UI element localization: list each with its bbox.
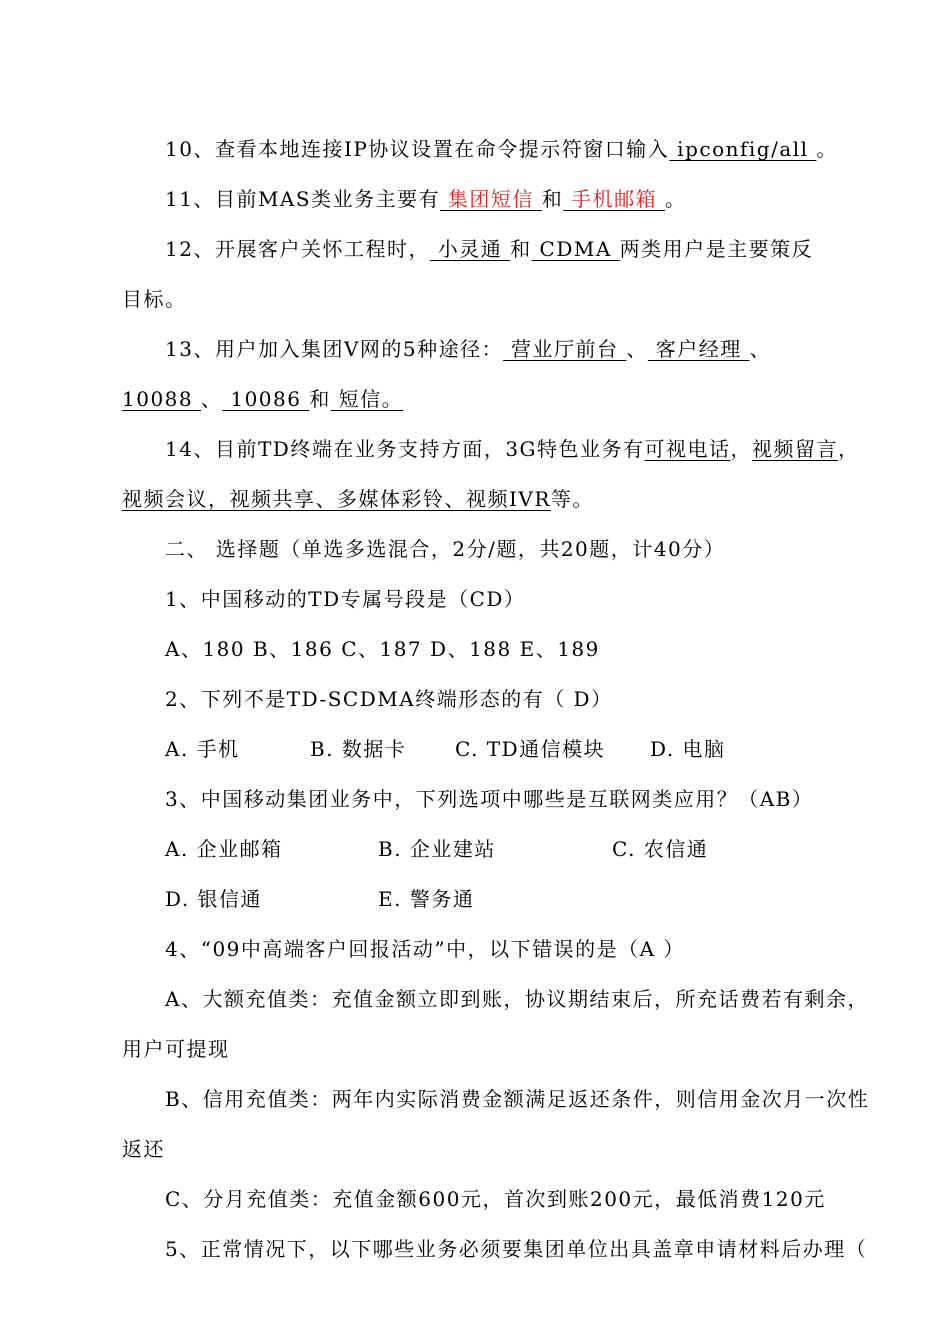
choice-question-1: 1、中国移动的TD专属号段是（CD） <box>165 587 526 611</box>
answer-blank: 营业厅前台 <box>503 337 627 361</box>
punctuation: 、 <box>200 387 223 411</box>
choice-question-4-option-b: B、信用充值类：两年内实际消费金额满足返还条件，则信用金次月一次性 <box>165 1087 870 1111</box>
answer-blank: ipconfig/all <box>669 137 817 161</box>
fill-question-10 <box>165 136 838 162</box>
fill-question-14 <box>165 436 860 462</box>
connector-text: 和 <box>309 387 331 411</box>
fill-question-12 <box>165 236 813 262</box>
answer-blank: CDMA <box>531 237 620 261</box>
choice-question-4-option-c: C、分月充值类：充值金额600元，首次到账200元，最低消费120元 <box>165 1187 826 1211</box>
choice-question-4: 4、“09中高端客户回报活动”中，以下错误的是（A ） <box>165 937 685 961</box>
option-c: C. TD通信模块 <box>455 737 606 761</box>
fill-question-14-cont <box>122 486 594 512</box>
fill-question-13 <box>165 336 771 362</box>
question-text: 等。 <box>550 487 594 511</box>
punctuation: ， <box>838 437 860 461</box>
punctuation: 、 <box>749 337 772 361</box>
option-e: E. 警务通 <box>378 887 475 911</box>
option-b: B. 数据卡 <box>310 737 407 761</box>
section-heading: 二、 选择题（单选多选混合，2分/题，共20题，计40分） <box>165 537 726 561</box>
option-d: D. 电脑 <box>650 737 726 761</box>
question-text: 两类用户是主要策反 <box>619 237 814 261</box>
connector-text: 和 <box>541 187 564 211</box>
fill-question-13-cont <box>122 386 403 412</box>
question-text: 13、用户加入集团V网的5种途径： <box>165 337 504 361</box>
choice-question-4-option-a-cont: 用户可提现 <box>122 1037 230 1061</box>
answer-blank: 可视电话 <box>644 437 731 461</box>
question-text: 10、查看本地连接IP协议设置在命令提示符窗口输入 <box>165 137 670 161</box>
punctuation: 。 <box>665 187 687 211</box>
option-a: A. 手机 <box>165 737 240 761</box>
punctuation: 、 <box>626 337 648 361</box>
choice-question-3: 3、中国移动集团业务中，下列选项中哪些是互联网类应用？（AB） <box>165 787 814 811</box>
option-b: B. 企业建站 <box>378 837 496 861</box>
option-d: D. 银信通 <box>165 887 263 911</box>
option-c: C. 农信通 <box>612 837 709 861</box>
question-text: 12、开展客户关怀工程时， <box>165 237 430 261</box>
answer-blank: 视频留言 <box>752 437 839 461</box>
choice-question-4-option-a: A、大额充值类：充值金额立即到账，协议期结束后，所充话费若有剩余， <box>165 987 869 1011</box>
choice-question-1-options: A、180 B、186 C、187 D、188 E、189 <box>165 637 600 661</box>
question-text: 11、目前MAS类业务主要有 <box>165 187 441 211</box>
answer-blank: 视频会议，视频共享、多媒体彩铃、视频IVR <box>122 487 551 511</box>
answer-blank: 客户经理 <box>647 337 750 361</box>
connector-text: 和 <box>510 237 532 261</box>
fill-question-12-cont: 目标。 <box>122 287 187 311</box>
answer-blank: 手机邮箱 <box>563 187 666 211</box>
answer-blank: 小灵通 <box>429 237 511 261</box>
fill-question-11 <box>165 186 687 212</box>
answer-blank: 10088 <box>122 387 201 411</box>
punctuation: ， <box>730 437 753 461</box>
question-text: 14、目前TD终端在业务支持方面，3G特色业务有 <box>165 437 645 461</box>
punctuation: 。 <box>816 137 838 161</box>
answer-blank: 短信。 <box>330 387 404 411</box>
answer-blank: 10086 <box>222 387 310 411</box>
choice-question-4-option-b-cont: 返还 <box>122 1137 165 1161</box>
answer-blank: 集团短信 <box>440 187 542 211</box>
option-a: A. 企业邮箱 <box>165 837 283 861</box>
choice-question-2: 2、下列不是TD-SCDMA终端形态的有（ D） <box>165 687 613 711</box>
choice-question-5: 5、正常情况下，以下哪些业务必须要集团单位出具盖章申请材料后办理（ <box>165 1237 868 1261</box>
